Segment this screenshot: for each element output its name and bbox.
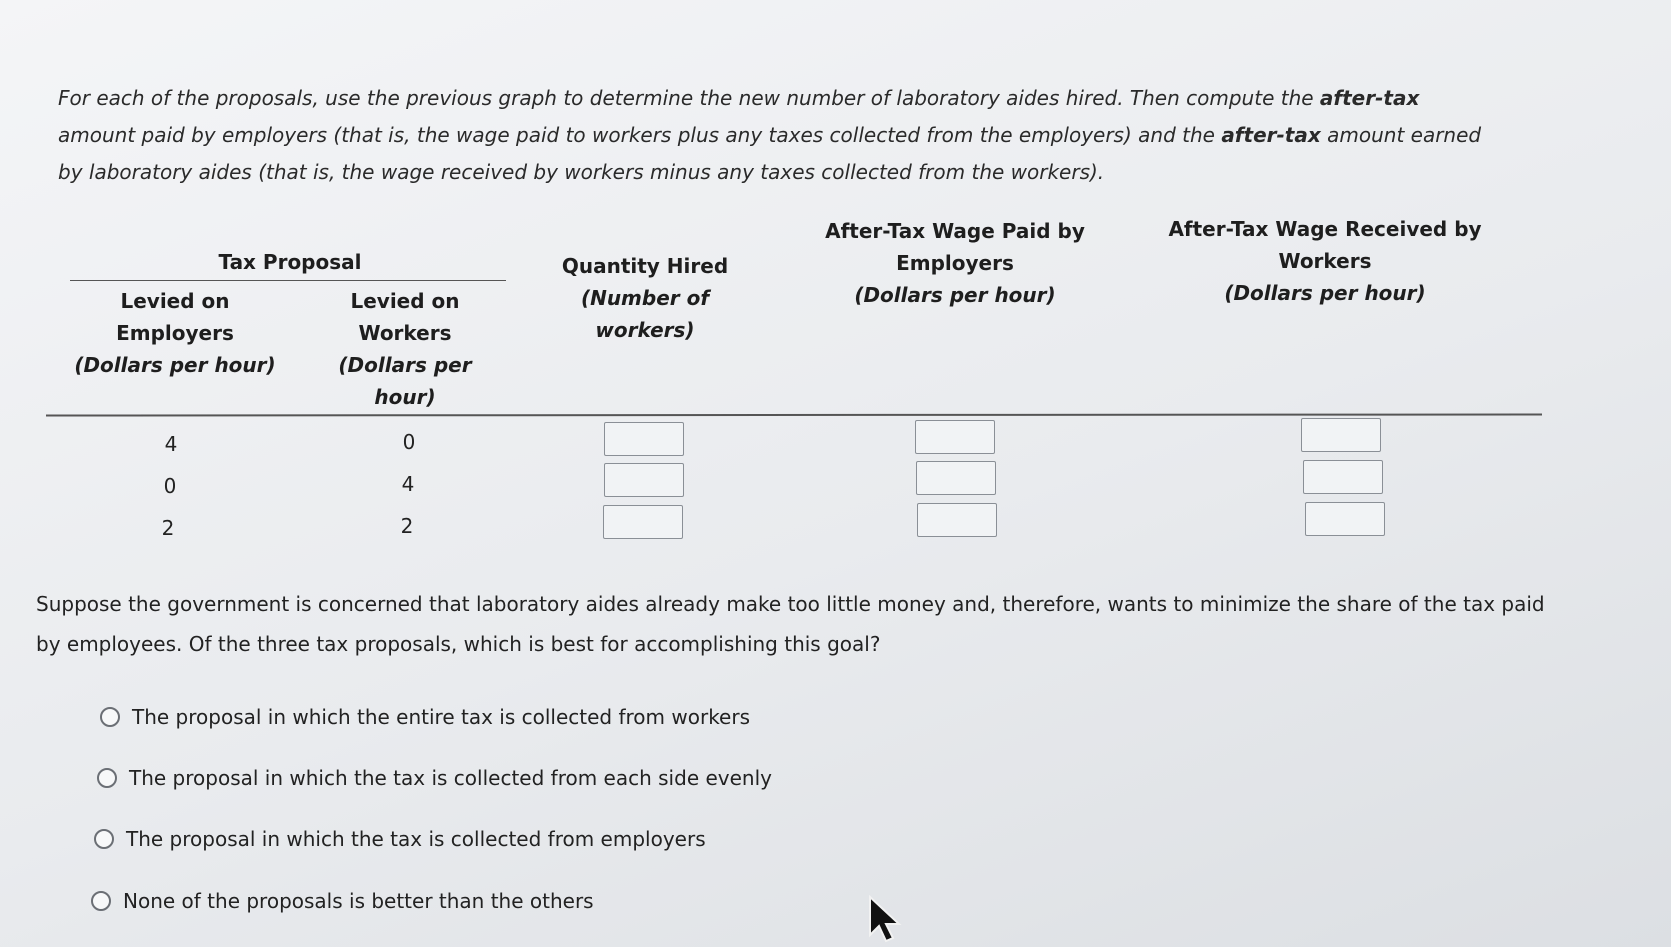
row1-workers-value: 0 [402, 430, 416, 454]
table-header-divider [46, 413, 1542, 416]
instructions-text [58, 80, 1498, 191]
radio-button[interactable] [94, 829, 114, 849]
question-text: Suppose the government is concerned that laboratory aides already make too little money and, therefore, wants to minimize the share of the tax paid by employees. Of the three tax proposals, which is best for accomplishing this goal? [36, 592, 1545, 656]
row2-employers-value: 0 [163, 474, 177, 498]
radio-button[interactable] [91, 891, 111, 911]
option-employers[interactable] [94, 827, 706, 851]
header-line: Workers [358, 321, 452, 345]
intro-text: For each of the proposals, use the previous graph to determine the new number of laboratory aides hired. Then compute the [58, 86, 1320, 110]
header-line: After-Tax Wage Paid by Employers [825, 219, 1085, 275]
row3-wage-received-input[interactable] [1305, 502, 1385, 536]
intro-emphasis: after-tax [1221, 123, 1321, 147]
row2-quantity-input[interactable] [604, 463, 684, 497]
tax-proposal-header: Tax Proposal [218, 250, 362, 274]
header-unit: (Dollars per hour) [74, 353, 276, 377]
header-unit: (Dollars per hour) [338, 353, 472, 409]
row3-employers-value: 2 [161, 516, 175, 540]
option-label: The proposal in which the tax is collected from each side evenly [129, 766, 772, 790]
intro-text: amount earned by laboratory aides (that is, the wage received by workers minus any taxes collected from the workers). [58, 123, 1482, 184]
option-workers[interactable] [100, 705, 750, 729]
header-line: After-Tax Wage Received by Workers [1168, 217, 1482, 273]
option-label: None of the proposals is better than the others [123, 889, 594, 913]
row2-wage-paid-input[interactable] [916, 461, 996, 495]
row3-quantity-input[interactable] [603, 505, 683, 539]
row1-employers-value: 4 [164, 432, 178, 456]
radio-button[interactable] [100, 707, 120, 727]
option-label: The proposal in which the tax is collected from employers [126, 827, 706, 851]
row2-wage-received-input[interactable] [1303, 460, 1383, 494]
header-unit: (Dollars per hour) [1224, 281, 1426, 305]
header-line: Levied on [350, 289, 460, 313]
intro-emphasis: after-tax [1319, 86, 1420, 110]
row1-wage-received-input[interactable] [1301, 418, 1381, 452]
header-line: Employers [116, 321, 234, 345]
header-line: Quantity Hired [561, 254, 729, 278]
row3-workers-value: 2 [400, 514, 414, 538]
row1-quantity-input[interactable] [604, 422, 684, 456]
row3-wage-paid-input[interactable] [917, 503, 997, 537]
intro-text: amount paid by employers (that is, the wage paid to workers plus any taxes collected from the employers) and the [58, 123, 1222, 147]
mouse-cursor-icon [868, 895, 902, 943]
option-label: The proposal in which the entire tax is collected from workers [132, 705, 751, 729]
row1-wage-paid-input[interactable] [915, 420, 995, 454]
group-header-divider [70, 280, 506, 281]
after-tax-wage-received-header [1160, 213, 1490, 309]
header-unit: (Dollars per hour) [854, 283, 1056, 307]
quantity-hired-header [545, 250, 745, 346]
levied-on-workers-header [330, 285, 480, 413]
levied-on-employers-header [60, 285, 290, 381]
radio-button[interactable] [97, 768, 117, 788]
header-line: Levied on [120, 289, 230, 313]
row2-workers-value: 4 [401, 472, 415, 496]
header-unit: (Number of workers) [580, 286, 710, 342]
after-tax-wage-paid-header [815, 215, 1095, 311]
option-evenly[interactable] [97, 766, 772, 790]
option-none[interactable] [91, 889, 594, 913]
